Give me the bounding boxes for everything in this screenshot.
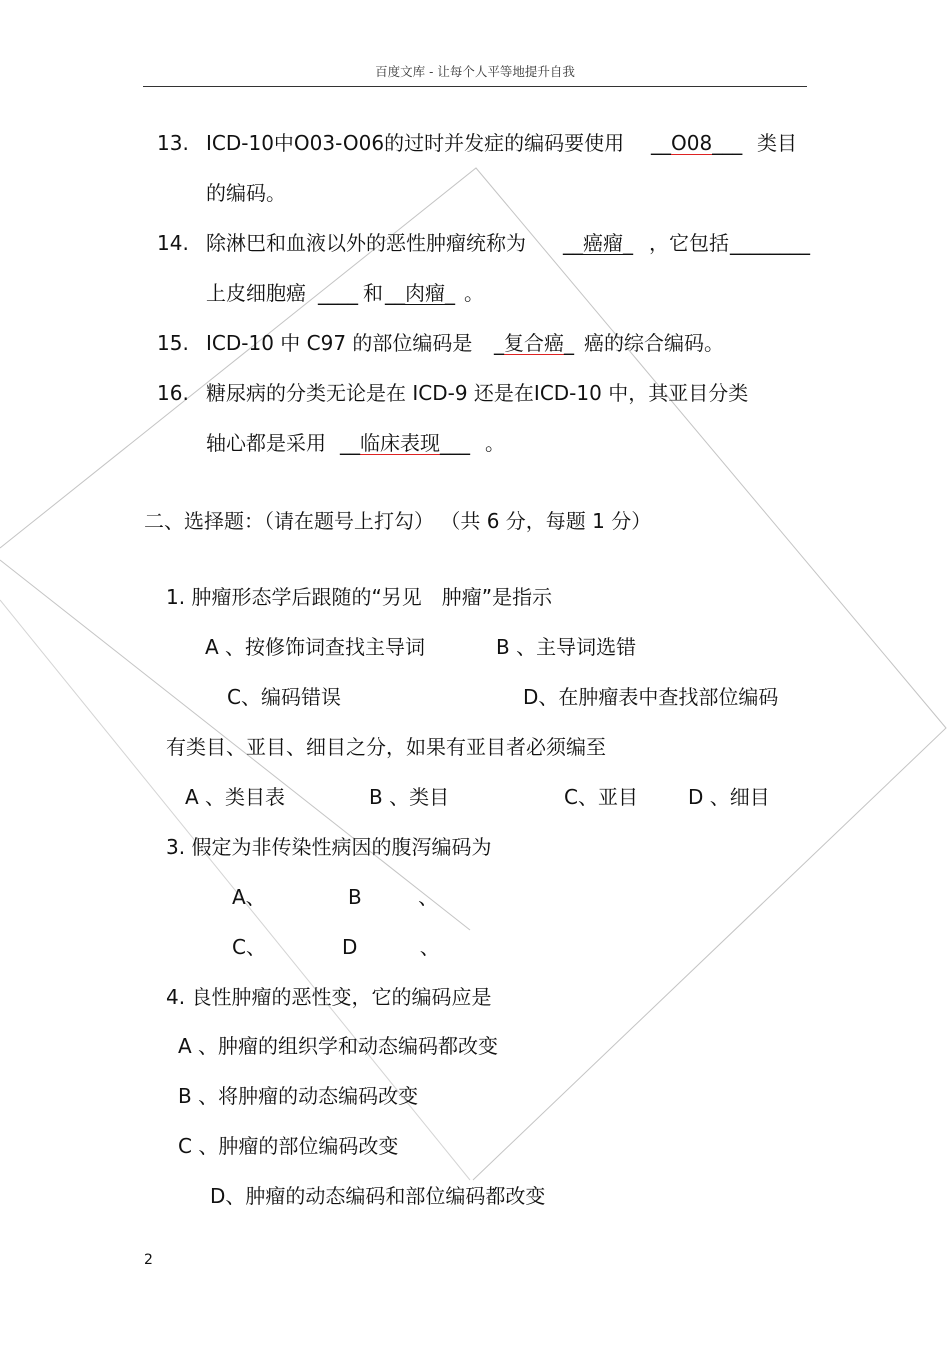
q13-text: ICD-10中O03-O06的过时并发症的编码要使用 [206, 131, 625, 155]
q14-text-b: ，它包括 [649, 231, 729, 255]
page-number: 2 [144, 1252, 153, 1268]
section2-title: 二、选择题：（请在题号上打勾） （共 6 分，每题 1 分） [144, 509, 652, 533]
q13-answer: O08 [671, 131, 713, 155]
q15-text: ICD-10 中 C97 的部位编码是 [206, 331, 473, 355]
mc-q3-option-b[interactable]: B 、 [348, 885, 439, 909]
mc-q1-option-d[interactable]: D、在肿瘤表中查找部位编码 [523, 685, 779, 709]
q14-answer-4 [385, 283, 455, 305]
mc-q4-option-c[interactable]: C 、肿瘤的部位编码改变 [178, 1134, 399, 1158]
q14-line2-a: 上皮细胞癌 [206, 281, 306, 305]
q15-number: 15. [157, 331, 189, 355]
q14-blank-2: ________ [730, 231, 810, 255]
q13-line2: 的编码。 [206, 181, 286, 205]
mc-q2-option-a[interactable]: A 、类目表 [185, 785, 286, 809]
q13-suffix: 类目 [757, 131, 797, 155]
mc-q1-option-c[interactable]: C、编码错误 [227, 685, 341, 709]
q14-blank-1: __癌瘤_ [563, 231, 633, 255]
q14-answer-2 [730, 233, 810, 255]
q16-answer: __临床表现___ [340, 431, 470, 455]
mc-q4-option-a[interactable]: A 、肿瘤的组织学和动态编码都改变 [178, 1034, 499, 1058]
q13-blank-pre: __ [651, 131, 671, 155]
mc-q3-option-c[interactable]: C、 [232, 935, 266, 959]
q13-number: 13. [157, 131, 189, 155]
q16-line1: 糖尿病的分类无论是在 ICD-9 还是在ICD-10 中，其亚目分类 [206, 381, 749, 405]
watermark-line-left [0, 168, 946, 1180]
q14-answer-3 [318, 283, 358, 305]
mc-q4-stem: 4. 良性肿瘤的恶性变，它的编码应是 [166, 985, 492, 1009]
q14-line2-c: 。 [464, 281, 484, 305]
mc-q3-option-d[interactable]: D 、 [342, 935, 440, 959]
page-header: 百度文库 - 让每个人平等地提升自我 [375, 64, 575, 79]
q16-answer-wrap [340, 433, 470, 455]
q13-blank-post: ___ [712, 131, 743, 155]
q16-line2-a: 轴心都是采用 [206, 431, 326, 455]
q14-text-a: 除淋巴和血液以外的恶性肿瘤统称为 [206, 231, 526, 255]
q16-line2-b: 。 [485, 431, 505, 455]
q15-suffix: 癌的综合编码。 [584, 331, 724, 355]
mc-q2-option-c[interactable]: C、亚目 [564, 785, 638, 809]
q15-answer-wrap [494, 333, 574, 355]
q14-answer-1 [563, 233, 633, 255]
mc-q1-option-b[interactable]: B 、主导词选错 [496, 635, 637, 659]
q14-blank-4: __肉瘤_ [385, 281, 455, 305]
mc-q3-stem: 3. 假定为非传染性病因的腹泻编码为 [166, 835, 492, 859]
q16-number: 16. [157, 381, 189, 405]
mc-q2-option-d[interactable]: D 、细目 [688, 785, 770, 809]
mc-q1-option-a[interactable]: A 、按修饰词查找主导词 [205, 635, 426, 659]
q15-answer: _复合癌_ [494, 331, 574, 355]
mc-q4-option-d[interactable]: D、肿瘤的动态编码和部位编码都改变 [210, 1184, 546, 1208]
q13-answer-blank [651, 133, 742, 155]
mc-q2-option-b[interactable]: B 、类目 [369, 785, 450, 809]
mc-q2-stem: 有类目、亚目、细目之分，如果有亚目者必须编至 [166, 735, 606, 759]
mc-q1-stem: 1. 肿瘤形态学后跟随的“另见 肿瘤”是指示 [166, 585, 553, 609]
mc-q4-option-b[interactable]: B 、将肿瘤的动态编码改变 [178, 1084, 419, 1108]
q14-blank-3: ____ [318, 281, 358, 305]
q14-number: 14. [157, 231, 189, 255]
mc-q3-option-a[interactable]: A、 [232, 885, 266, 909]
q13-line1 [206, 133, 624, 153]
q14-line2-b: 和 [363, 281, 383, 305]
header-rule [143, 86, 807, 87]
